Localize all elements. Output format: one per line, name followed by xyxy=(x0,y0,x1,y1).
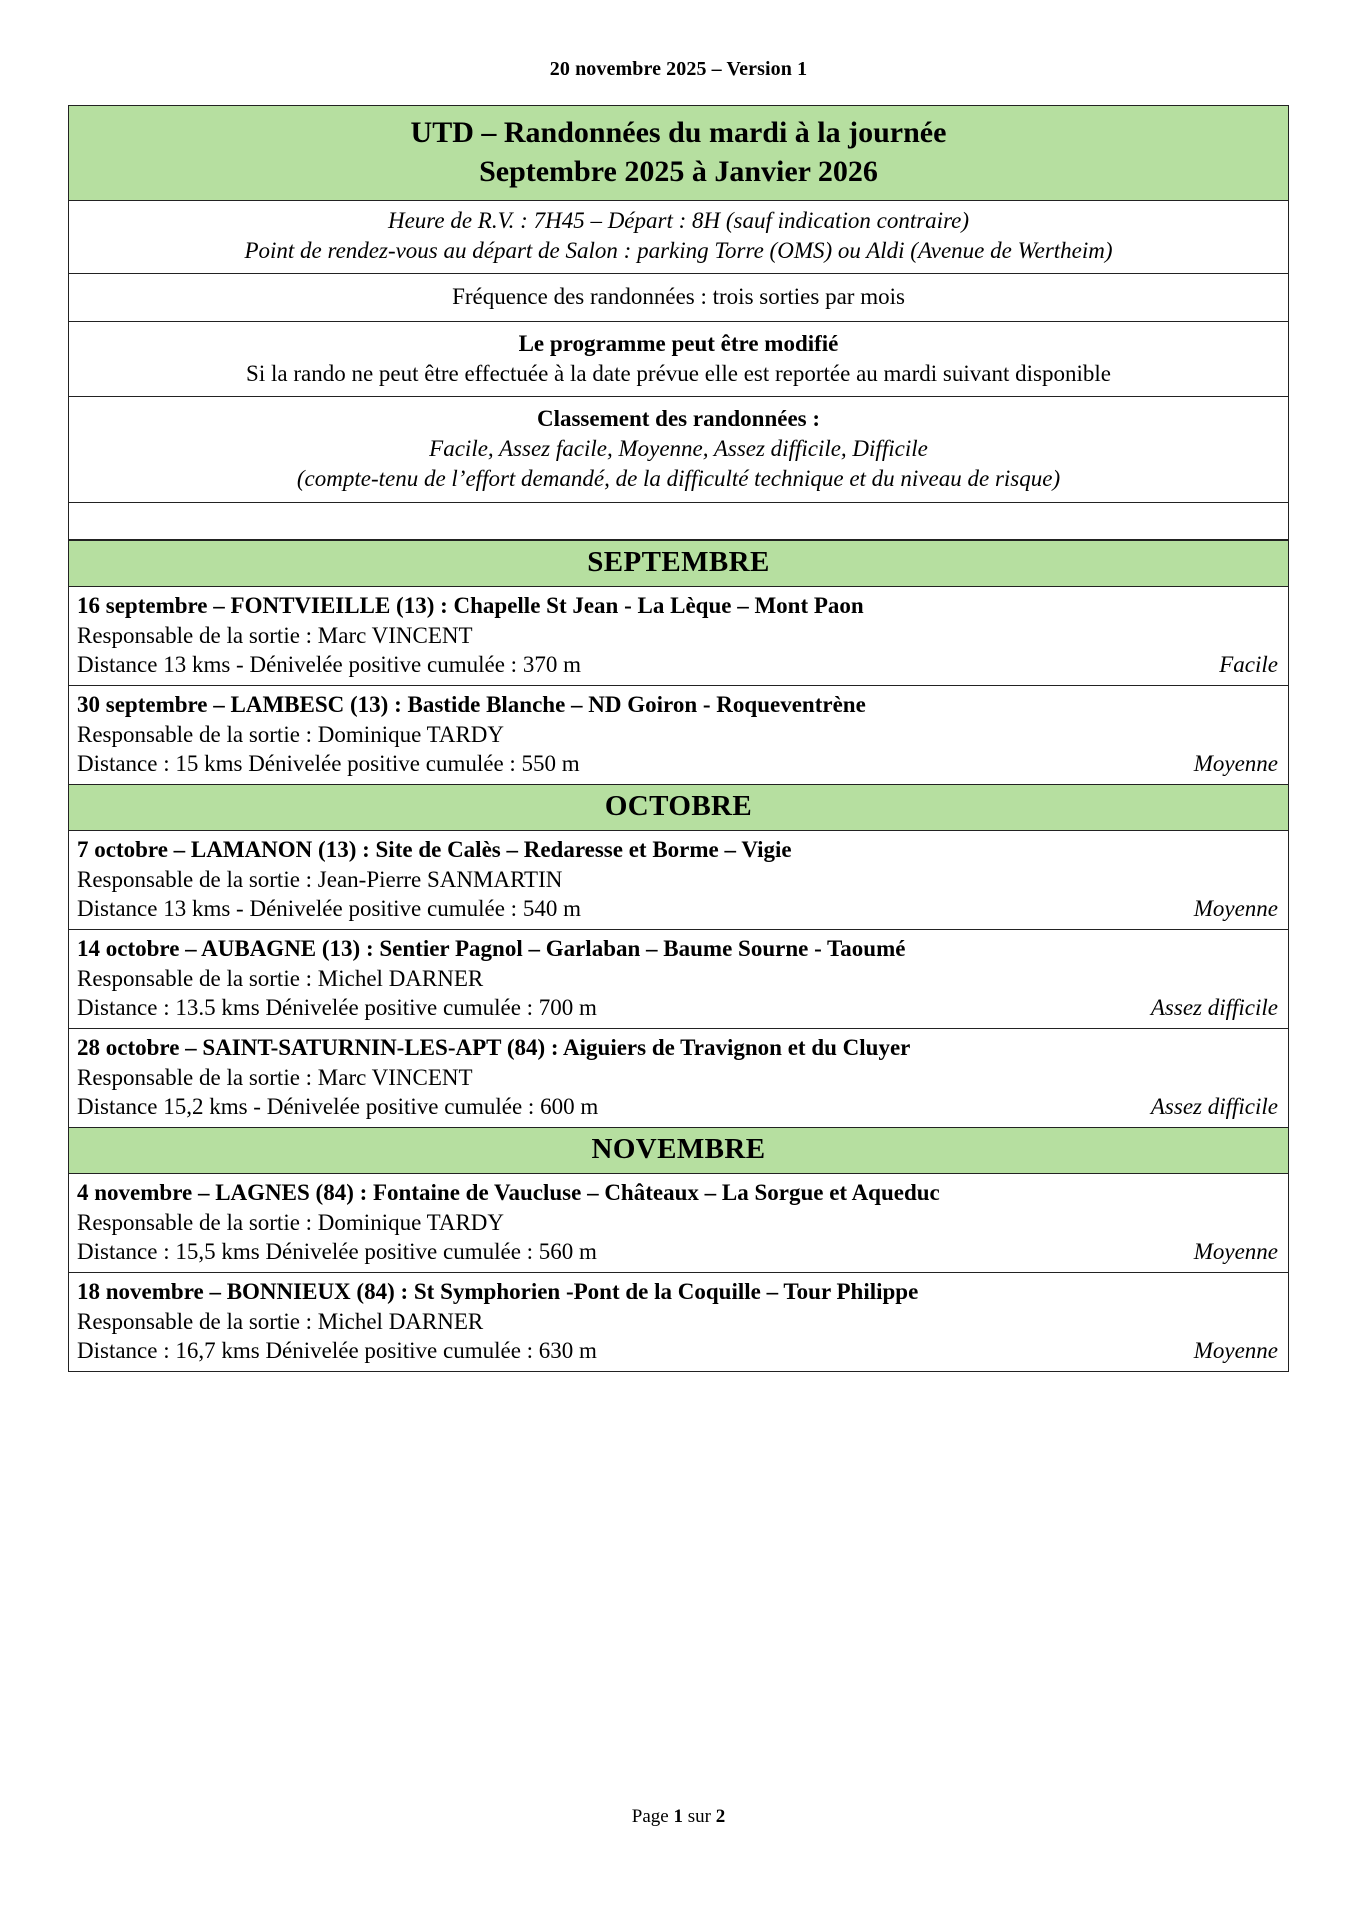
title-row xyxy=(69,106,1289,201)
frequency-cell: Fréquence des randonnées : trois sorties par mois xyxy=(69,273,1289,321)
hike-responsible: Responsable de la sortie : Dominique TARDY xyxy=(77,1209,505,1235)
hike-row xyxy=(69,1028,1289,1127)
schedule-table xyxy=(68,540,1289,1372)
hike-difficulty: Moyenne xyxy=(1193,1239,1278,1265)
program-table-body xyxy=(69,106,1289,540)
hike-distance-row xyxy=(77,993,1280,1023)
hike-difficulty: Moyenne xyxy=(1193,1338,1278,1364)
hike-title: 28 octobre – SAINT-SATURNIN-LES-APT (84) : Aiguiers de Travignon et du Cluyer xyxy=(77,1034,911,1060)
hike-responsible: Responsable de la sortie : Jean-Pierre SANMARTIN xyxy=(77,866,563,892)
hike-distance-row xyxy=(77,749,1280,779)
classification-italic-line-1: Facile, Assez facile, Moyenne, Assez difficile, Difficile xyxy=(429,436,928,462)
hike-row xyxy=(69,1173,1289,1272)
meeting-line-2: Point de rendez-vous au départ de Salon : parking Torre (OMS) ou Aldi (Avenue de Wertheim) xyxy=(244,238,1113,264)
hike-row xyxy=(69,929,1289,1028)
hike-distance: Distance 13 kms - Dénivelée positive cumulée : 540 m xyxy=(77,896,581,922)
modification-row xyxy=(69,321,1289,397)
page-footer xyxy=(0,1806,1357,1828)
hike-responsible: Responsable de la sortie : Marc VINCENT xyxy=(77,622,473,648)
hike-responsible: Responsable de la sortie : Marc VINCENT xyxy=(77,1064,473,1090)
hike-cell xyxy=(69,1272,1289,1371)
hike-distance-row xyxy=(77,1092,1280,1122)
title-cell xyxy=(69,106,1289,201)
hike-responsible: Responsable de la sortie : Michel DARNER xyxy=(77,965,484,991)
frequency-row xyxy=(69,273,1289,321)
spacer-cell xyxy=(69,503,1289,540)
hike-distance: Distance 15,2 kms - Dénivelée positive cumulée : 600 m xyxy=(77,1094,599,1120)
classification-bold-line: Classement des randonnées : xyxy=(536,406,821,432)
hike-cell xyxy=(69,929,1289,1028)
modification-plain-line: Si la rando ne peut être effectuée à la date prévue elle est reportée au mardi suivant disponible xyxy=(246,360,1111,386)
meeting-row xyxy=(69,201,1289,274)
hike-distance: Distance : 15 kms Dénivelée positive cumulée : 550 m xyxy=(77,751,580,777)
hike-difficulty: Facile xyxy=(1219,652,1278,678)
footer-middle: sur xyxy=(682,1806,716,1827)
hike-difficulty: Moyenne xyxy=(1193,751,1278,777)
meeting-cell xyxy=(69,201,1289,274)
hike-difficulty: Assez difficile xyxy=(1150,995,1278,1021)
hike-responsible: Responsable de la sortie : Dominique TARDY xyxy=(77,721,505,747)
program-table-wrapper xyxy=(68,105,1289,1372)
hike-distance-row xyxy=(77,894,1280,924)
footer-page-number: 1 xyxy=(673,1806,683,1827)
title-line-1: UTD – Randonnées du mardi à la journée xyxy=(410,116,947,149)
classification-cell xyxy=(69,397,1289,503)
schedule-table-body xyxy=(69,541,1289,1372)
hike-cell xyxy=(69,686,1289,785)
hike-cell xyxy=(69,1173,1289,1272)
footer-total-pages: 2 xyxy=(715,1806,726,1827)
document-version-header: 20 novembre 2025 – Version 1 xyxy=(549,58,808,80)
hike-title: 16 septembre – FONTVIEILLE (13) : Chapelle St Jean - La Lèque – Mont Paon xyxy=(77,593,864,619)
meeting-line-1: Heure de R.V. : 7H45 – Départ : 8H (sauf indication contraire) xyxy=(387,208,970,233)
month-header-row xyxy=(69,1127,1289,1173)
hike-cell xyxy=(69,831,1289,930)
hike-row xyxy=(69,686,1289,785)
modification-bold-line: Le programme peut être modifié xyxy=(518,330,839,356)
hike-distance-row xyxy=(77,1336,1280,1366)
hike-responsible: Responsable de la sortie : Michel DARNER xyxy=(77,1308,484,1334)
month-header-octobre: OCTOBRE xyxy=(69,785,1289,831)
month-header-septembre: SEPTEMBRE xyxy=(69,541,1289,587)
footer-prefix: Page xyxy=(631,1806,674,1827)
program-table xyxy=(68,105,1289,540)
hike-distance-row xyxy=(77,1237,1280,1267)
hike-cell xyxy=(69,587,1289,686)
hike-distance: Distance : 15,5 kms Dénivelée positive cumulée : 560 m xyxy=(77,1239,597,1265)
title-line-2: Septembre 2025 à Janvier 2026 xyxy=(479,155,878,188)
hike-distance: Distance : 16,7 kms Dénivelée positive cumulée : 630 m xyxy=(77,1338,597,1364)
hike-distance: Distance : 13.5 kms Dénivelée positive cumulée : 700 m xyxy=(77,995,597,1021)
month-header-row xyxy=(69,785,1289,831)
classification-row xyxy=(69,397,1289,503)
hike-title: 14 octobre – AUBAGNE (13) : Sentier Pagnol – Garlaban – Baume Sourne - Taoumé xyxy=(77,935,906,961)
month-header-row xyxy=(69,541,1289,587)
hike-distance-row xyxy=(77,650,1280,680)
hike-difficulty: Assez difficile xyxy=(1150,1094,1278,1120)
hike-row xyxy=(69,831,1289,930)
spacer-row xyxy=(69,503,1289,540)
month-header-novembre: NOVEMBRE xyxy=(69,1127,1289,1173)
hike-title: 30 septembre – LAMBESC (13) : Bastide Blanche – ND Goiron - Roqueventrène xyxy=(77,692,866,718)
modification-cell xyxy=(69,321,1289,397)
classification-italic-line-2: (compte-tenu de l’effort demandé, de la difficulté technique et du niveau de risque) xyxy=(296,466,1061,492)
hike-title: 7 octobre – LAMANON (13) : Site de Calès – Redaresse et Borme – Vigie xyxy=(77,837,792,862)
hike-title: 18 novembre – BONNIEUX (84) : St Symphorien -Pont de la Coquille – Tour Philippe xyxy=(77,1278,919,1304)
hike-row xyxy=(69,1272,1289,1371)
hike-distance: Distance 13 kms - Dénivelée positive cumulée : 370 m xyxy=(77,652,581,678)
hike-row xyxy=(69,587,1289,686)
hike-title: 4 novembre – LAGNES (84) : Fontaine de Vaucluse – Châteaux – La Sorgue et Aqueduc xyxy=(77,1179,940,1205)
hike-cell xyxy=(69,1028,1289,1127)
hike-difficulty: Moyenne xyxy=(1193,896,1278,922)
